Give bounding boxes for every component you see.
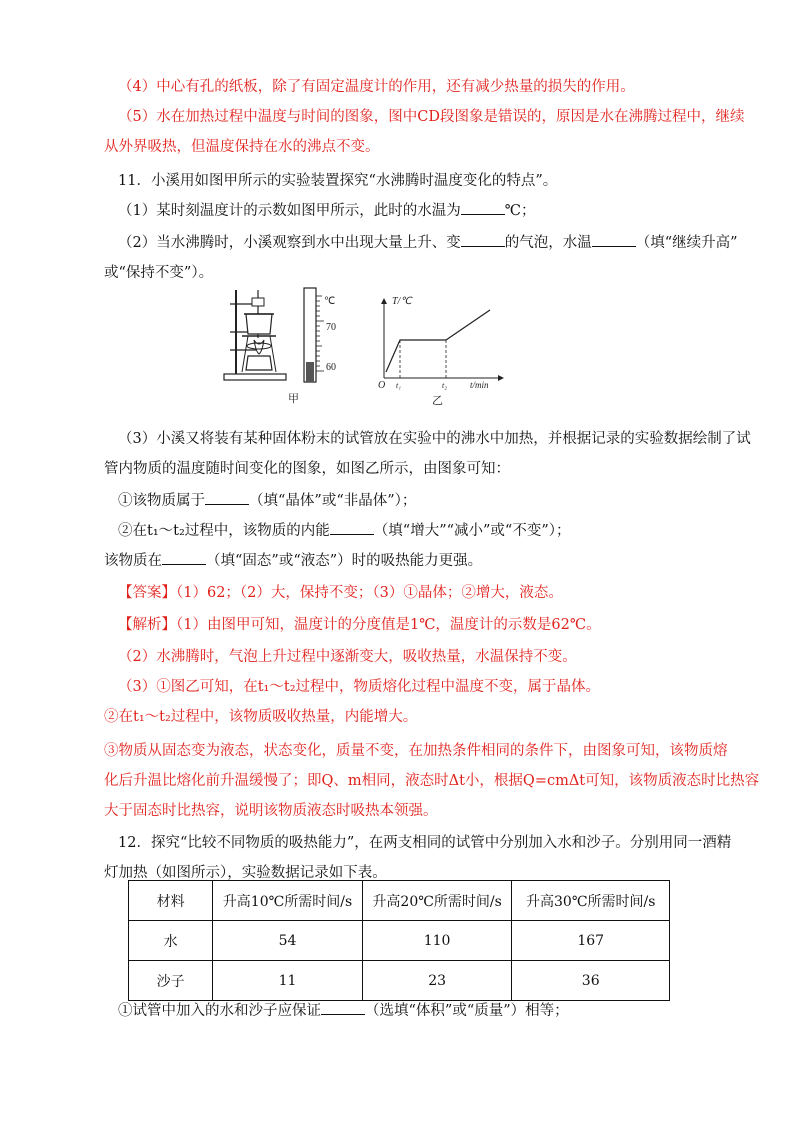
question-text: ②在t₁～t₂过程中，该物质的内能 [118, 523, 330, 539]
answer-line: 【答案】（1）62；（2）大，保持不变；（3）①晶体；②增大，液态。 [118, 585, 563, 601]
answer-blank [205, 488, 249, 505]
explanation-line: ②在t₁～t₂过程中，该物质吸收热量，内能增大。 [104, 709, 418, 725]
text-line: 从外界吸热，但温度保持在水的沸点不变。 [104, 139, 380, 155]
question-text: ℃； [504, 203, 536, 219]
data-table [128, 880, 670, 1001]
flame [254, 340, 264, 354]
mercury-column [306, 362, 314, 382]
thermometer-unit: ℃ [324, 296, 336, 307]
graph-ylabel: T/℃ [392, 296, 412, 307]
table-cell: 水 [129, 921, 213, 961]
explanation-line: 化后升温比熔化前升温缓慢了；即Q、m相同，液态时Δt小，根据Q=cmΔt可知，该物质液态时比热容 [104, 773, 760, 789]
question-line: 灯加热（如图所示），实验数据记录如下表。 [104, 865, 387, 881]
question-12-title: 12．探究“比较不同物质的吸热能力”，在两支相同的试管中分别加入水和沙子。分别用同一酒精 [118, 835, 732, 851]
explanation-line: ③物质从固态变为液态，状态变化，质量不变，在加热条件相同的条件下，由图象可知，该物质熔 [104, 743, 728, 759]
question-text: （选填“体积”或“质量”）相等； [365, 1003, 569, 1019]
temperature-time-graph [378, 296, 504, 407]
table-cell: 11 [213, 961, 363, 1001]
question-line: （3）小溪又将装有某种固体粉末的试管放在实验中的沸水中加热，并根据记录的实验数据绘制了试 [118, 431, 751, 447]
question-text: 的气泡，水温 [504, 235, 592, 251]
thermometer-scale [304, 288, 336, 382]
table-cell: 23 [362, 961, 512, 1001]
table-header-row [129, 881, 670, 921]
question-line [118, 228, 738, 258]
question-text: ①试管中加入的水和沙子应保证 [118, 1003, 321, 1019]
explanation-line: 大于固态时比热容，说明该物质液态时吸热本领强。 [104, 803, 438, 819]
beaker [246, 314, 272, 334]
experiment-figure [218, 286, 518, 410]
graph-origin: O [378, 380, 386, 391]
text-line: （4）中心有孔的纸板，除了有固定温度计的作用，还有减少热量的损失的作用。 [118, 79, 635, 95]
question-text: （填“继续升高” [635, 235, 738, 251]
question-11-title: 11．小溪用如图甲所示的实验装置探究“水沸腾时温度变化的特点”。 [118, 173, 558, 189]
table-row [129, 921, 670, 961]
table-cell: 36 [512, 961, 670, 1001]
question-line [104, 546, 704, 576]
explanation-line: （3）①图乙可知，在t₁～t₂过程中，物质熔化过程中温度不变，属于晶体。 [118, 679, 601, 695]
table-header: 升高20℃所需时间/s [362, 881, 512, 921]
question-line [118, 196, 718, 226]
answer-blank [321, 998, 365, 1015]
stand-base [224, 374, 286, 380]
tick-label: 70 [326, 322, 336, 333]
question-line: 或“保持不变”）。 [104, 265, 214, 281]
table-cell: 沙子 [129, 961, 213, 1001]
question-line: 管内物质的温度随时间变化的图象，如图乙所示，由图象可知： [104, 461, 510, 477]
tick-label: 60 [326, 362, 336, 373]
graph-xlabel: t/min [470, 380, 489, 390]
answer-blank [162, 548, 206, 565]
table-header: 升高10℃所需时间/s [213, 881, 363, 921]
graph-t1: t₁ [396, 381, 402, 390]
question-line [118, 486, 718, 516]
answer-blank [330, 518, 374, 535]
question-line [118, 516, 718, 546]
question-text: （填“固态”或“液态”）时的吸热能力更强。 [206, 553, 483, 569]
table-header: 升高30℃所需时间/s [512, 881, 670, 921]
table-header: 材料 [129, 881, 213, 921]
question-text: 该物质在 [104, 553, 162, 569]
explanation-line: 【解析】（1）由图甲可知，温度计的分度值是1℃，温度计的示数是62℃。 [118, 617, 601, 633]
answer-blank [461, 198, 505, 215]
table-cell: 167 [512, 921, 670, 961]
question-text: （填“增大”“减小”或“不变”）； [373, 523, 571, 539]
graph-t2: t₂ [442, 381, 448, 390]
answer-blank [461, 230, 505, 247]
text-line: （5）水在加热过程中温度与时间的图象，图中CD段图象是错误的，原因是水在沸腾过程中，继续 [118, 109, 745, 125]
question-text: （1）某时刻温度计的示数如图甲所示，此时的水温为 [118, 203, 461, 219]
alcohol-lamp [246, 356, 272, 370]
figure-caption-jia: 甲 [288, 392, 299, 405]
graph-curve [386, 310, 490, 372]
question-line [118, 996, 718, 1026]
answer-blank [592, 230, 636, 247]
question-text: ①该物质属于 [118, 493, 205, 509]
table-row [129, 961, 670, 1001]
explanation-line: （2）水沸腾时，气泡上升过程中逐渐变大，吸收热量，水温保持不变。 [118, 649, 577, 665]
question-text: （2）当水沸腾时，小溪观察到水中出现大量上升、变 [118, 235, 461, 251]
figure-caption-yi: 乙 [432, 394, 443, 407]
question-text: （填“晶体”或“非晶体”）； [249, 493, 417, 509]
table-cell: 54 [213, 921, 363, 961]
table-cell: 110 [362, 921, 512, 961]
